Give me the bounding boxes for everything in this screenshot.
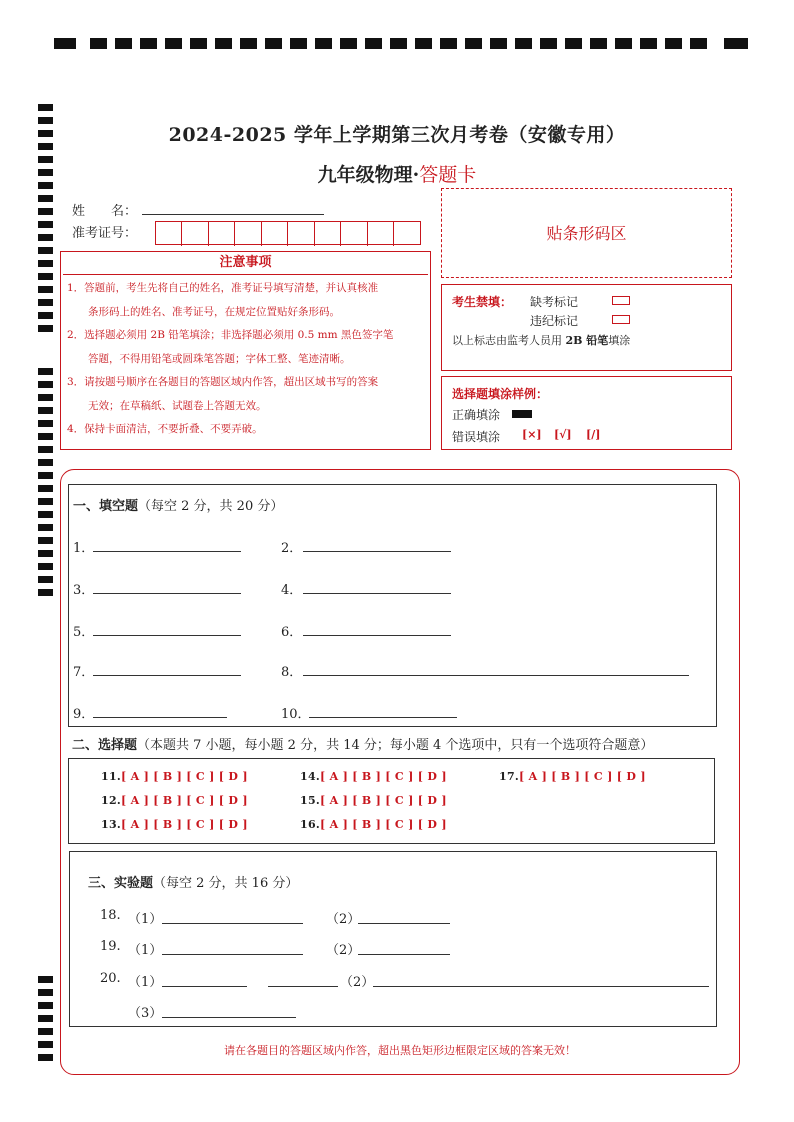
q-number: 14. [300, 770, 321, 783]
notice-box [60, 251, 431, 450]
wrong-mark-check: [√] [554, 428, 572, 441]
section-experiment [69, 851, 717, 1027]
choice-options[interactable]: [ A ] [ B ] [ C ] [ D ] [320, 770, 447, 783]
id-cell[interactable] [236, 222, 262, 246]
timing-mark [38, 195, 53, 202]
timing-mark [38, 472, 53, 479]
q4-number: 4． [281, 583, 303, 598]
id-cell[interactable] [289, 222, 315, 246]
timing-mark [38, 381, 53, 388]
timing-mark [54, 38, 76, 49]
q10-number: 10． [281, 707, 311, 722]
timing-mark [38, 1028, 53, 1035]
timing-mark [38, 485, 53, 492]
section1-heading: 一、填空题 [73, 499, 139, 514]
choice-options[interactable]: [ A ] [ B ] [ C ] [ D ] [121, 818, 248, 831]
q19-number: 19. [100, 939, 121, 954]
q8-answer-line[interactable] [303, 675, 689, 676]
id-cell[interactable] [209, 222, 235, 246]
timing-mark [38, 312, 53, 319]
barcode-area [441, 188, 732, 278]
q18-part1: （1） [128, 912, 163, 927]
q1-answer-line[interactable] [93, 551, 241, 552]
id-cell[interactable] [262, 222, 288, 246]
name-field[interactable] [142, 214, 324, 215]
timing-mark [38, 1054, 53, 1061]
id-grid [155, 221, 421, 245]
notice-item: 条形码上的姓名、准考证号，在规定位置贴好条形码。 [67, 305, 340, 318]
choice-options[interactable]: [ A ] [ B ] [ C ] [ D ] [320, 794, 447, 807]
timing-mark [38, 976, 53, 983]
timing-mark [38, 433, 53, 440]
timing-mark [38, 221, 53, 228]
q20-part2: （2） [340, 975, 375, 990]
choice-q16[interactable] [300, 818, 447, 831]
choice-q15[interactable] [300, 794, 447, 807]
section-choice [68, 758, 715, 844]
section2-heading: 二、选择题 [72, 738, 138, 753]
timing-mark [38, 247, 53, 254]
q20-answer1b-line[interactable] [268, 986, 338, 987]
timing-mark [315, 38, 332, 49]
timing-mark [565, 38, 582, 49]
q6-answer-line[interactable] [303, 635, 451, 636]
q7-answer-line[interactable] [93, 675, 241, 676]
timing-mark [38, 299, 53, 306]
q2-answer-line[interactable] [303, 551, 451, 552]
q18-answer1-line[interactable] [162, 923, 303, 924]
correct-fill-label: 正确填涂 [452, 408, 501, 422]
timing-mark [465, 38, 482, 49]
choice-options[interactable]: [ A ] [ B ] [ C ] [ D ] [121, 794, 248, 807]
id-cell[interactable] [183, 222, 209, 246]
absent-label: 缺考标记 [530, 295, 579, 309]
exam-title: 2024-2025 学年上学期第三次月考卷（安徽专用） [168, 124, 626, 146]
timing-mark [38, 420, 53, 427]
answer-card-label: 答题卡 [419, 164, 477, 186]
choice-q13[interactable] [101, 818, 248, 831]
notice-heading: 注意事项 [63, 252, 428, 275]
timing-mark [38, 563, 53, 570]
timing-mark [38, 394, 53, 401]
timing-mark [290, 38, 307, 49]
violation-mark-box[interactable] [612, 315, 630, 324]
id-cell[interactable] [315, 222, 341, 246]
q1-number: 1． [73, 541, 95, 556]
q3-answer-line[interactable] [93, 593, 241, 594]
q8-number: 8． [281, 665, 303, 680]
timing-mark [190, 38, 207, 49]
q-number: 16. [300, 818, 321, 831]
q20-part1: （1） [128, 975, 163, 990]
timing-mark [365, 38, 382, 49]
timing-mark [38, 498, 53, 505]
timing-mark [38, 260, 53, 267]
timing-mark [140, 38, 157, 49]
timing-mark [38, 989, 53, 996]
timing-mark [38, 286, 53, 293]
notice-item: 无效；在草稿纸、试题卷上答题无效。 [67, 399, 267, 412]
q20-part3: （3） [128, 1006, 163, 1021]
choice-q12[interactable] [101, 794, 248, 807]
section2-note: （本题共 7 小题，每小题 2 分，共 14 分；每小题 4 个选项中，只有一个选项符合题意） [137, 738, 654, 753]
timing-mark [38, 325, 53, 332]
q10-answer-line[interactable] [309, 717, 457, 718]
violation-label: 违纪标记 [530, 314, 579, 328]
timing-mark [515, 38, 532, 49]
timing-mark [38, 273, 53, 280]
notice-item: 4．保持卡面清洁，不要折叠、不要弄破。 [67, 423, 263, 435]
absent-mark-box[interactable] [612, 296, 630, 305]
timing-mark [38, 459, 53, 466]
section1-title [73, 495, 283, 514]
timing-mark [38, 407, 53, 414]
id-cell[interactable] [368, 222, 394, 246]
q19-part2: （2） [326, 943, 361, 958]
timing-mark [38, 1041, 53, 1048]
q5-number: 5． [73, 625, 95, 640]
section3-title [88, 872, 298, 891]
id-cell[interactable] [342, 222, 368, 246]
id-cell[interactable] [395, 222, 421, 246]
timing-mark [165, 38, 182, 49]
timing-mark [340, 38, 357, 49]
timing-mark [615, 38, 632, 49]
timing-mark [115, 38, 132, 49]
forbidden-box [441, 284, 732, 371]
q-number: 13. [101, 818, 122, 831]
choice-options[interactable]: [ A ] [ B ] [ C ] [ D ] [519, 770, 646, 783]
section-fill-blank [68, 484, 717, 727]
timing-mark [38, 368, 53, 375]
note-bold: 2B 铅笔 [565, 334, 609, 347]
forbidden-label: 考生禁填： [452, 295, 513, 309]
choice-options[interactable]: [ A ] [ B ] [ C ] [ D ] [320, 818, 447, 831]
q-number: 11. [101, 770, 122, 783]
timing-mark [665, 38, 682, 49]
timing-mark [38, 537, 53, 544]
q9-number: 9． [73, 707, 95, 722]
q-number: 17. [499, 770, 520, 783]
choice-q17[interactable] [499, 770, 646, 783]
timing-mark [265, 38, 282, 49]
timing-mark [38, 524, 53, 531]
timing-mark [390, 38, 407, 49]
q5-answer-line[interactable] [93, 635, 241, 636]
choice-q14[interactable] [300, 770, 447, 783]
forbidden-note [452, 332, 630, 348]
note-text: 以上标志由监考人员用 [452, 334, 566, 347]
notice-item: 1．答题前，考生先将自己的姓名，准考证号填写清楚，并认真核准 [67, 282, 379, 294]
timing-mark [38, 550, 53, 557]
q4-answer-line[interactable] [303, 593, 451, 594]
q19-answer2-line[interactable] [358, 954, 450, 955]
q19-part1: （1） [128, 943, 163, 958]
barcode-label: 贴条形码区 [546, 224, 627, 243]
q7-number: 7． [73, 665, 95, 680]
timing-mark [540, 38, 557, 49]
q3-number: 3． [73, 583, 95, 598]
q20-answer1a-line[interactable] [162, 986, 247, 987]
timing-mark [38, 234, 53, 241]
note-text: 填涂 [608, 334, 631, 347]
notice-list [61, 275, 430, 442]
subject-name: 九年级物理· [317, 164, 420, 186]
fill-example-box [441, 376, 732, 450]
exam-subtitle [0, 160, 794, 187]
notice-item: 3．请按题号顺序在各题目的答题区域内作答，超出区域书写的答案 [67, 376, 379, 388]
timing-mark [38, 446, 53, 453]
timing-mark [38, 1002, 53, 1009]
timing-mark [90, 38, 107, 49]
choice-options[interactable]: [ A ] [ B ] [ C ] [ D ] [121, 770, 248, 783]
q18-answer2-line[interactable] [358, 923, 450, 924]
timing-mark [490, 38, 507, 49]
section3-note: （每空 2 分，共 16 分） [153, 876, 299, 891]
timing-mark [690, 38, 707, 49]
footer-warning: 请在各题目的答题区域内作答，超出黑色矩形边框限定区域的答案无效！ [224, 1044, 576, 1057]
wrong-fill-label: 错误填涂 [452, 430, 501, 444]
notice-item: 2．选择题必须用 2B 铅笔填涂；非选择题必须用 0.5 mm 黑色签字笔 [67, 329, 394, 341]
section1-note: （每空 2 分，共 20 分） [138, 499, 284, 514]
id-label: 准考证号： [72, 226, 138, 241]
correct-fill-sample [512, 410, 532, 418]
q-number: 15. [300, 794, 321, 807]
timing-mark [38, 576, 53, 583]
timing-mark [215, 38, 232, 49]
timing-mark [590, 38, 607, 49]
choice-q11[interactable] [101, 770, 248, 783]
timing-mark [38, 208, 53, 215]
section2-title [72, 734, 653, 753]
timing-mark [38, 104, 53, 111]
name-label: 姓 名： [72, 204, 138, 219]
fill-example-title: 选择题填涂样例： [452, 387, 549, 401]
timing-mark [440, 38, 457, 49]
notice-item: 答题，不得用铅笔或圆珠笔答题；字体工整、笔迹清晰。 [67, 352, 351, 365]
timing-mark [38, 511, 53, 518]
timing-mark [38, 589, 53, 596]
q20-answer2-line[interactable] [373, 986, 709, 987]
q2-number: 2． [281, 541, 303, 556]
id-cell[interactable] [156, 222, 182, 246]
section3-heading: 三、实验题 [88, 876, 154, 891]
q18-number: 18. [100, 908, 121, 923]
q18-part2: （2） [326, 912, 361, 927]
timing-mark [415, 38, 432, 49]
q6-number: 6． [281, 625, 303, 640]
q9-answer-line[interactable] [93, 717, 227, 718]
timing-mark [38, 1015, 53, 1022]
wrong-mark-slash: [/] [586, 428, 601, 441]
wrong-mark-x: [×] [522, 428, 542, 441]
q20-number: 20. [100, 971, 121, 986]
q-number: 12. [101, 794, 122, 807]
timing-mark [724, 38, 748, 49]
timing-mark [240, 38, 257, 49]
q19-answer1-line[interactable] [162, 954, 303, 955]
timing-mark [640, 38, 657, 49]
q20-answer3-line[interactable] [162, 1017, 296, 1018]
